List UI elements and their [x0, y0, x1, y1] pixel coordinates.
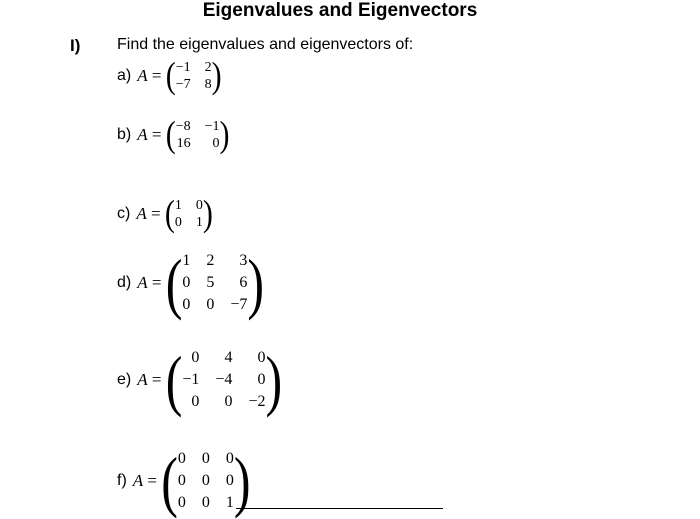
matrix-cell: 1 — [174, 198, 182, 213]
section-number: I) — [70, 36, 81, 55]
matrix-cell: 0 — [177, 494, 186, 511]
right-paren: ) — [211, 54, 222, 96]
matrix-cell: 0 — [201, 494, 210, 511]
matrix-cell: 2 — [204, 60, 212, 75]
problem-e — [117, 342, 283, 418]
matrix — [176, 59, 212, 93]
right-paren: ) — [219, 113, 230, 155]
matrix-cell: 0 — [177, 450, 186, 467]
matrix-cell: −7 — [230, 296, 248, 313]
matrix-cell: 0 — [257, 371, 266, 388]
matrix-cell: −1 — [182, 371, 200, 388]
matrix-cell: 0 — [225, 450, 234, 467]
matrix — [178, 448, 234, 514]
equation-prefix: A = — [137, 273, 166, 292]
problem-c — [117, 192, 213, 234]
matrix-cell: 0 — [174, 215, 182, 230]
equation-prefix: A = — [137, 66, 166, 85]
matrix-cell: 0 — [182, 296, 191, 313]
instruction-text: Find the eigenvalues and eigenvectors of: — [117, 36, 414, 53]
problem-label: f) — [117, 472, 127, 489]
matrix-cell: 4 — [224, 349, 233, 366]
equation-prefix: A = — [137, 125, 166, 144]
matrix-cell: 0 — [212, 136, 220, 151]
left-paren: ( — [164, 192, 175, 234]
matrix — [176, 118, 220, 152]
right-paren: ) — [265, 342, 283, 418]
equation-prefix: A = — [132, 471, 162, 490]
right-paren: ) — [233, 443, 251, 519]
matrix-cell: −1 — [175, 60, 191, 75]
matrix-cell: −7 — [175, 77, 191, 92]
problem-f — [117, 443, 251, 519]
left-paren: ( — [165, 245, 183, 321]
problem-label: b) — [117, 126, 132, 143]
right-paren: ) — [202, 192, 213, 234]
matrix-cell: 0 — [191, 393, 200, 410]
matrix-cell: 0 — [201, 450, 210, 467]
problem-label: e) — [117, 371, 132, 388]
matrix-cell: 1 — [182, 252, 191, 269]
matrix-cell: −2 — [248, 393, 266, 410]
matrix-cell: 0 — [224, 393, 233, 410]
problem-label: c) — [117, 205, 131, 222]
matrix-cell: 0 — [206, 296, 215, 313]
matrix — [175, 197, 203, 231]
left-paren: ( — [165, 113, 176, 155]
matrix-cell: −1 — [204, 119, 220, 134]
matrix-cell: 16 — [176, 136, 191, 151]
equation-prefix: A = — [136, 204, 165, 223]
matrix-cell: 0 — [201, 472, 210, 489]
matrix-cell: 1 — [225, 494, 234, 511]
left-paren: ( — [165, 54, 176, 96]
matrix-cell: 0 — [257, 349, 266, 366]
matrix-cell: 0 — [191, 349, 200, 366]
matrix — [182, 347, 265, 413]
divider-line — [236, 508, 443, 509]
matrix-cell: 1 — [195, 215, 203, 230]
matrix-cell: 0 — [225, 472, 234, 489]
problem-b — [117, 113, 230, 155]
matrix-cell: −4 — [215, 371, 233, 388]
matrix — [182, 250, 247, 316]
matrix-cell: 0 — [177, 472, 186, 489]
matrix-cell: 6 — [239, 274, 248, 291]
matrix-cell: 5 — [206, 274, 215, 291]
matrix-cell: −8 — [175, 119, 191, 134]
problem-label: a) — [117, 67, 132, 84]
left-paren: ( — [161, 443, 178, 519]
matrix-cell: 0 — [195, 198, 203, 213]
right-paren: ) — [247, 245, 265, 321]
matrix-cell: 3 — [239, 252, 248, 269]
page-title: Eigenvalues and Eigenvectors — [202, 0, 478, 21]
matrix-cell: 0 — [182, 274, 191, 291]
problem-a — [117, 54, 222, 96]
equation-prefix: A = — [137, 370, 166, 389]
left-paren: ( — [165, 342, 183, 418]
problem-label: d) — [117, 274, 132, 291]
matrix-cell: 8 — [204, 77, 212, 92]
matrix-cell: 2 — [206, 252, 215, 269]
problem-d — [117, 245, 265, 321]
